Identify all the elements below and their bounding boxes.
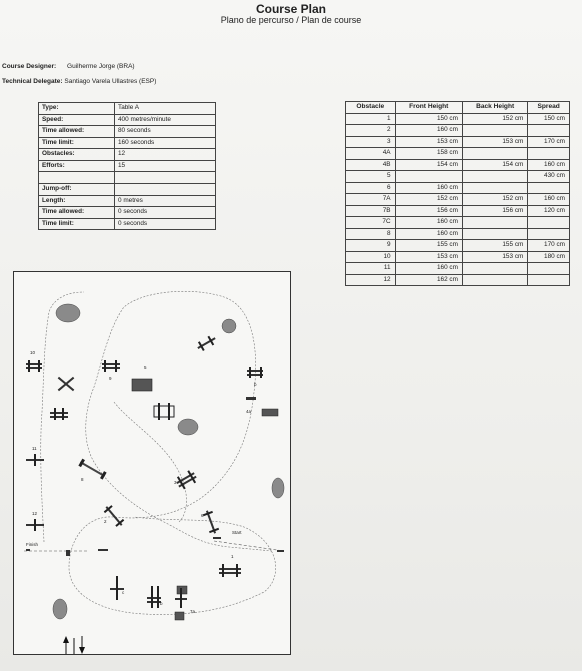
label-10: 10 (30, 350, 36, 355)
table-cell: 158 cm (395, 148, 462, 160)
table-cell: 160 cm (528, 194, 570, 206)
table-cell: 156 cm (395, 205, 462, 217)
course-designer-value: Guilherme Jorge (BRA) (67, 63, 135, 70)
table-row (346, 274, 570, 286)
course-map-drawing (14, 272, 290, 654)
table-cell (528, 228, 570, 240)
table-cell: 5 (346, 171, 396, 183)
table-cell (462, 148, 527, 160)
table-row: Obstacles: 12 (39, 149, 216, 161)
decoration-oval (178, 419, 198, 435)
label-12: 12 (32, 511, 38, 516)
course-map (13, 271, 291, 655)
table-cell: 2 (346, 125, 396, 137)
table-row (346, 217, 570, 229)
column-header: Spread (528, 102, 570, 114)
table-cell: 3 (346, 136, 396, 148)
table-cell (528, 125, 570, 137)
label-9: 9 (109, 376, 112, 381)
table-cell: 4B (346, 159, 396, 171)
obstacle-decoration-hash (50, 408, 68, 420)
table-row (346, 251, 570, 263)
table-cell (462, 217, 527, 229)
table-row (346, 205, 570, 217)
course-designer-label: Course Designer: (2, 63, 57, 70)
table-cell (528, 263, 570, 275)
obstacle-10 (26, 360, 42, 372)
course-info-table (38, 102, 216, 230)
table-row (346, 228, 570, 240)
table-cell: 160 cm (395, 182, 462, 194)
label-2: 2 (104, 519, 107, 524)
table-cell: 154 cm (395, 159, 462, 171)
obstacle-table (345, 101, 570, 286)
table-cell: 160 cm (395, 217, 462, 229)
obstacle-12 (26, 519, 44, 531)
table-cell: 6 (346, 182, 396, 194)
obstacle-6 (202, 509, 220, 535)
table-cell: 152 cm (462, 113, 527, 125)
table-cell (462, 228, 527, 240)
label-7b: b (160, 601, 163, 606)
technical-delegate-value: Santiago Varela Ullastres (ESP) (64, 78, 157, 85)
table-cell: 170 cm (528, 240, 570, 252)
label-5: 5 (144, 365, 147, 370)
start-flag-left (213, 537, 221, 539)
label-4a: 4a (246, 409, 252, 414)
obstacle-7a (175, 586, 187, 620)
label-3: 3 (174, 480, 177, 485)
obstacle-7b (147, 586, 161, 608)
obstacle-4b (247, 367, 263, 378)
table-cell: 7C (346, 217, 396, 229)
table-cell (528, 182, 570, 194)
page-subtitle: Plano de percurso / Plan de course (220, 15, 362, 25)
label-4b: b (254, 382, 257, 387)
obstacle-2-oxer (174, 469, 198, 491)
table-row: Time limit: 0 seconds (39, 218, 216, 230)
label-6: 6 (201, 513, 204, 518)
obstacle-3 (154, 403, 174, 420)
obstacle-6-decoration (195, 334, 217, 353)
decoration-oval (56, 304, 80, 322)
table-cell: 7A (346, 194, 396, 206)
column-header: Obstacle (346, 102, 396, 114)
table-cell (462, 125, 527, 137)
page-title: Course Plan (255, 2, 327, 16)
decoration-oval (53, 599, 67, 619)
table-cell (462, 171, 527, 183)
label-finish: Finish (26, 542, 39, 547)
table-cell (528, 148, 570, 160)
table-cell: 160 cm (528, 159, 570, 171)
table-row (346, 113, 570, 125)
table-cell (462, 274, 527, 286)
table-row: Speed: 400 metres/minute (39, 114, 216, 126)
table-row (346, 240, 570, 252)
table-cell: 152 cm (395, 194, 462, 206)
label-11: 11 (32, 446, 37, 451)
table-cell (528, 217, 570, 229)
table-cell: 8 (346, 228, 396, 240)
table-row: Efforts: 15 (39, 160, 216, 172)
table-cell: 162 cm (395, 274, 462, 286)
decoration-oval (222, 319, 236, 333)
table-row: Time allowed: 0 seconds (39, 207, 216, 219)
table-cell: 1 (346, 113, 396, 125)
table-row (346, 194, 570, 206)
table-cell: 155 cm (395, 240, 462, 252)
obstacle-table-body (346, 113, 570, 286)
obstacle-2 (102, 504, 125, 529)
table-row (346, 148, 570, 160)
table-cell: 7B (346, 205, 396, 217)
obstacle-7c (110, 576, 124, 600)
table-cell: 153 cm (395, 251, 462, 263)
table-cell: 180 cm (528, 251, 570, 263)
marker (66, 550, 70, 556)
table-cell: 153 cm (395, 136, 462, 148)
label-7a: 7a (190, 609, 196, 614)
table-cell: 155 cm (462, 240, 527, 252)
table-row (346, 263, 570, 275)
table-cell: 152 cm (462, 194, 527, 206)
obstacle-5 (132, 379, 152, 391)
table-row (39, 172, 216, 184)
start-line (214, 541, 284, 551)
table-cell: 10 (346, 251, 396, 263)
table-cell: 430 cm (528, 171, 570, 183)
label-8: 8 (81, 477, 84, 482)
table-row: Type: Table A (39, 103, 216, 115)
table-row: Jump-off: (39, 184, 216, 196)
technical-delegate-label: Technical Delegate: (2, 78, 63, 85)
table-cell: 11 (346, 263, 396, 275)
table-cell: 153 cm (462, 251, 527, 263)
table-row: Time limit: 160 seconds (39, 137, 216, 149)
label-start: Start (232, 530, 242, 535)
course-route-path (114, 402, 187, 522)
entrance-arrows-icon (63, 636, 85, 654)
label-7c: c (122, 590, 125, 595)
table-cell (462, 182, 527, 194)
table-cell: 12 (346, 274, 396, 286)
decoration-oval (272, 478, 284, 498)
column-header: Front Height (395, 102, 462, 114)
table-row (346, 171, 570, 183)
table-cell: 156 cm (462, 205, 527, 217)
table-row (346, 136, 570, 148)
table-cell: 9 (346, 240, 396, 252)
table-row (346, 125, 570, 137)
table-row (346, 182, 570, 194)
table-row: Length: 0 metres (39, 195, 216, 207)
table-row: Time allowed: 80 seconds (39, 126, 216, 138)
table-cell: 154 cm (462, 159, 527, 171)
table-header-row (346, 102, 570, 114)
start-flag-right (277, 550, 284, 552)
table-cell: 150 cm (395, 113, 462, 125)
table-cell: 170 cm (528, 136, 570, 148)
table-cell: 160 cm (395, 125, 462, 137)
column-header: Back Height (462, 102, 527, 114)
table-cell: 153 cm (462, 136, 527, 148)
table-cell: 160 cm (395, 228, 462, 240)
table-cell (528, 274, 570, 286)
table-cell (462, 263, 527, 275)
table-row (346, 159, 570, 171)
obstacle-9 (102, 360, 120, 372)
table-cell: 150 cm (528, 113, 570, 125)
label-1: 1 (231, 554, 234, 559)
table-cell: 120 cm (528, 205, 570, 217)
finish-flag-right (98, 549, 108, 551)
finish-flag-left (26, 549, 30, 551)
table-cell: 4A (346, 148, 396, 160)
course-designer-line (2, 63, 135, 70)
course-route-path (69, 291, 276, 614)
obstacle-11 (26, 454, 44, 466)
obstacle-1 (219, 564, 241, 577)
table-cell: 160 cm (395, 263, 462, 275)
table-cell (395, 171, 462, 183)
technical-delegate-line (2, 78, 156, 85)
